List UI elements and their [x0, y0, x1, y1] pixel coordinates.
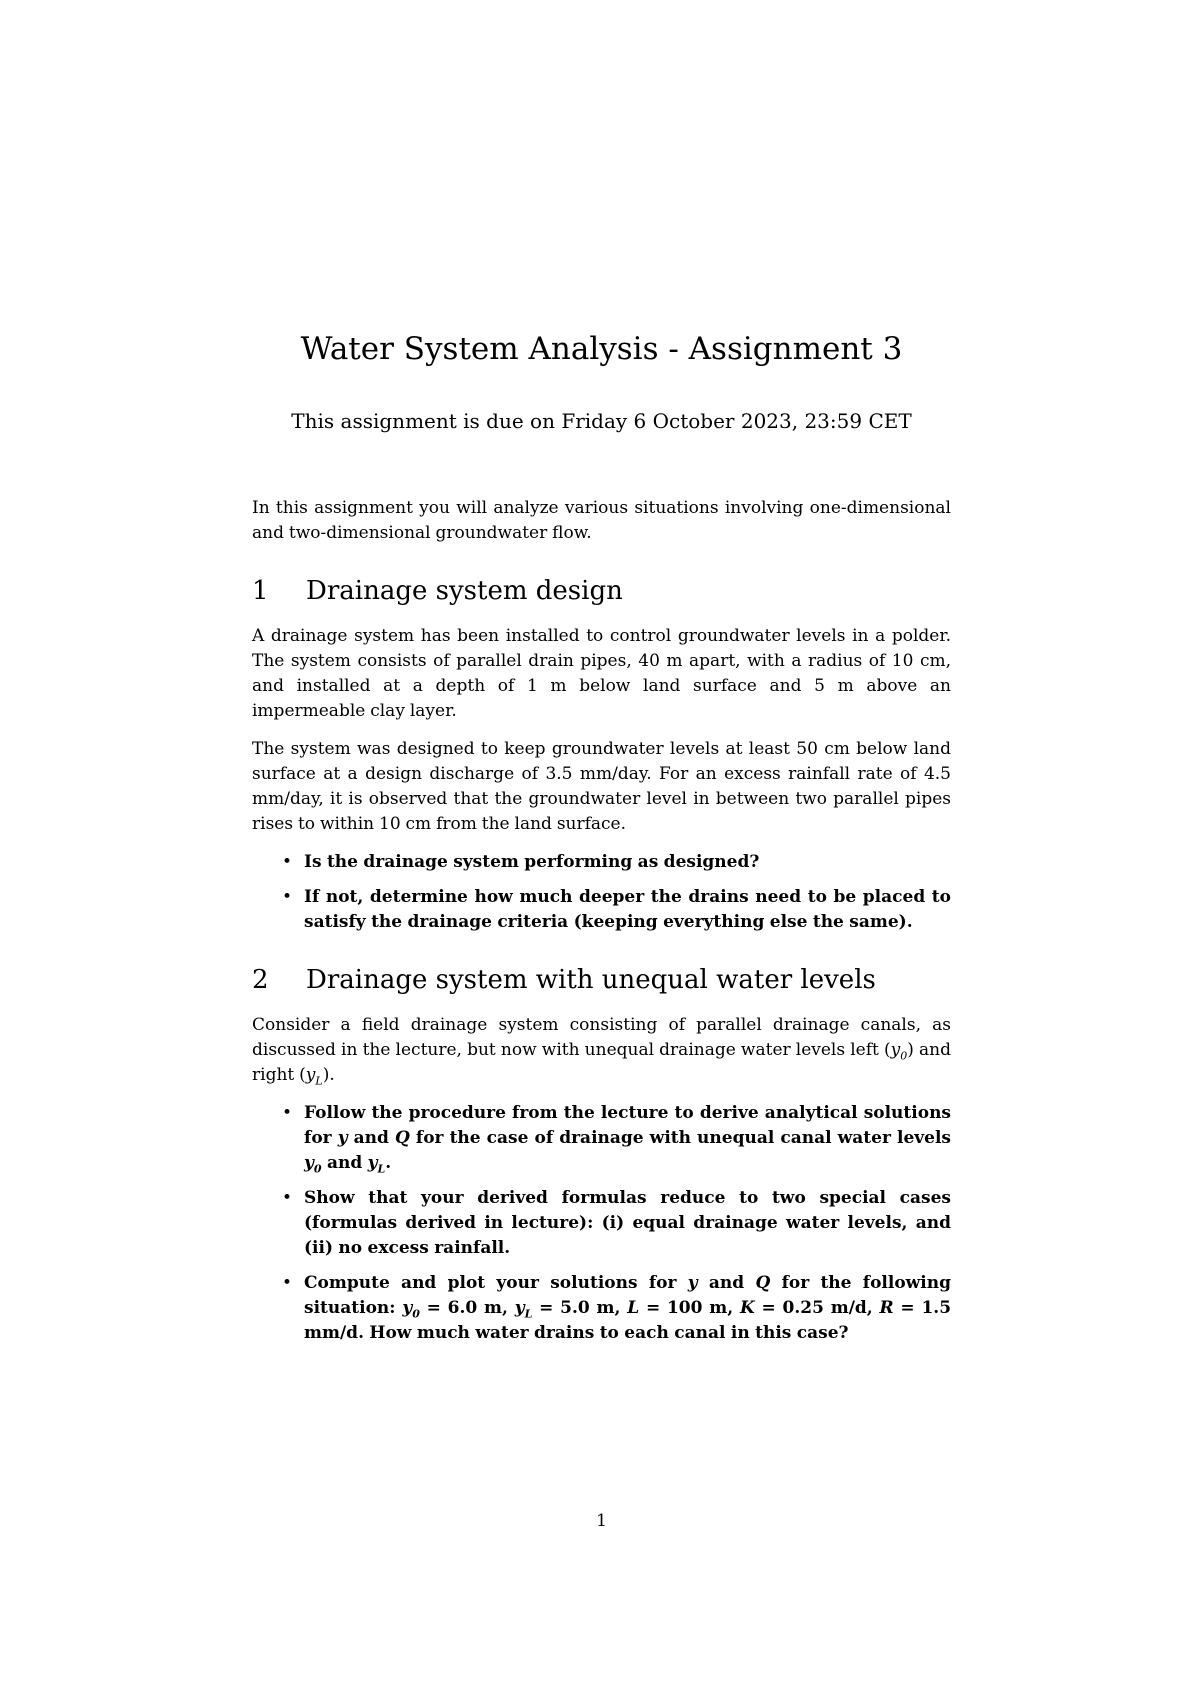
text: ). — [322, 1065, 335, 1085]
bullet-icon: • — [282, 887, 293, 907]
section-title: Drainage system design — [306, 576, 623, 606]
section-1-paragraph-2: The system was designed to keep groundwater levels at least 50 cm below land surface at a design discharge of 3.5 mm/day. For an excess rainfall rate of 4.5 mm/day, it is observed that the groundwater level in between two parallel pipes rises to within 10 cm from the land surface. — [252, 739, 951, 834]
var-y0: $y_0$ — [890, 1040, 908, 1063]
section-number: 2 — [252, 965, 269, 995]
var-Q: Q — [395, 1128, 410, 1148]
var-R: R — [879, 1298, 894, 1318]
section-2-heading — [252, 963, 951, 997]
question-text: Is the drainage system performing as designed? — [304, 852, 760, 872]
question-item — [282, 850, 951, 875]
var-yL: $y_L$ — [305, 1065, 323, 1088]
document-title: Water System Analysis - Assignment 3 — [300, 331, 903, 367]
text: ) and right ( — [252, 1040, 951, 1085]
var-y: y — [687, 1273, 698, 1293]
var-Q: Q — [755, 1273, 771, 1293]
text: Consider a field drainage system consisting of parallel drainage canals, as discussed in the lecture, but now with unequal drainage water levels left ( — [252, 1015, 951, 1060]
section-2-paragraph — [252, 1013, 951, 1088]
due-date-line: This assignment is due on Friday 6 October 2023, 23:59 CET — [291, 409, 912, 433]
bullet-icon: • — [282, 1273, 293, 1293]
bullet-icon: • — [282, 1188, 293, 1208]
task-item: • Follow the procedure from the lecture to derive analytical solutions for y and Q for the case of drainage with unequal canal water levels $y_0$ and $y_L$. — [282, 1103, 952, 1176]
question-text: If not, determine how much deeper the drains need to be placed to satisfy the drainage criteria (keeping everything else the same). — [304, 887, 951, 932]
section-1-paragraph-1: A drainage system has been installed to control groundwater levels in a polder. The system consists of parallel drain pipes, 40 m apart, with a radius of 10 cm, and installed at a depth of 1 m below land surface and 5 m above an impermeable clay layer. — [252, 626, 951, 721]
var-y: y — [337, 1128, 348, 1148]
section-number: 1 — [252, 576, 269, 606]
task-text: Show that your derived formulas reduce to two special cases (formulas derived in lecture): (i) equal drainage water levels, and (ii) no excess rainfall. — [304, 1188, 951, 1258]
question-item — [282, 885, 951, 935]
section-1-question-list — [252, 850, 951, 935]
section-1-heading — [252, 574, 951, 608]
var-y0: $y_0$ — [402, 1298, 420, 1321]
task-item: • Compute and plot your solutions for y and Q for the following situation: $y_0 = 6.0$ m, $y_L = 5.0$ m, L = 100 m, K = 0.25 m/d, R = 1.5 mm/d. How much water drains to each canal in this case? — [282, 1273, 952, 1343]
var-yL: $y_L$ — [514, 1298, 533, 1321]
document-page — [252, 0, 951, 1696]
var-yL: $y_L$ — [367, 1153, 386, 1176]
bullet-icon: • — [282, 852, 293, 872]
var-y0: $y_0$ — [304, 1153, 322, 1176]
section-2-task-list — [252, 1101, 951, 1346]
page-number: 1 — [596, 1511, 607, 1531]
var-L: L — [627, 1298, 640, 1318]
var-K: K — [739, 1298, 755, 1318]
intro-paragraph: In this assignment you will analyze various situations involving one-dimensional and two-dimensional groundwater flow. — [252, 498, 951, 543]
bullet-icon: • — [282, 1103, 293, 1123]
document-body — [252, 496, 951, 1356]
section-title: Drainage system with unequal water levels — [306, 965, 876, 995]
task-item — [282, 1186, 951, 1261]
